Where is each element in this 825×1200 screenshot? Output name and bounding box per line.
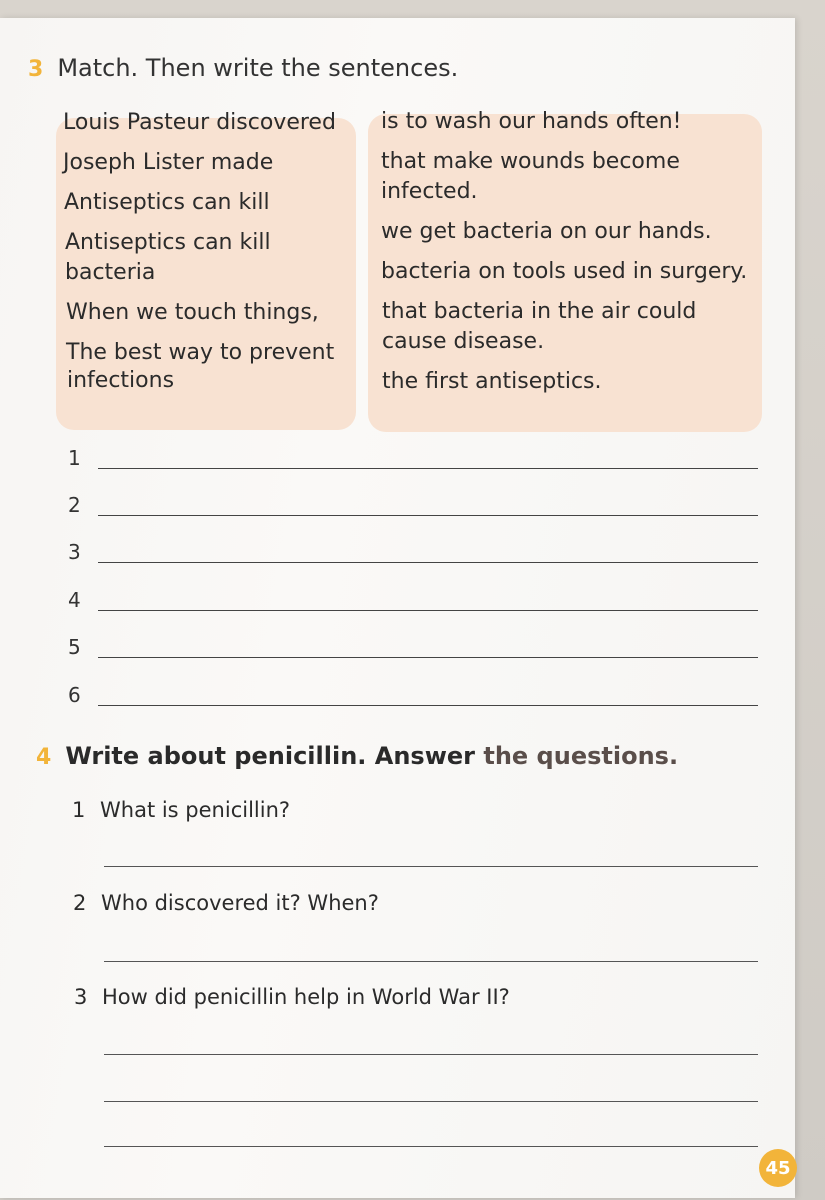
question-2 xyxy=(73,891,379,915)
sentence-line-3[interactable] xyxy=(66,540,766,570)
line-number: 2 xyxy=(68,493,81,517)
writing-line[interactable] xyxy=(98,562,758,563)
left-phrase-1: Louis Pasteur discovered xyxy=(63,110,336,135)
sentence-line-1[interactable] xyxy=(66,446,766,476)
writing-line[interactable] xyxy=(98,657,758,658)
exercise-4-title: Write about penicillin. Answer xyxy=(65,742,484,770)
exercise-4-title-end: the questions. xyxy=(483,742,679,770)
left-phrase-2: Joseph Lister made xyxy=(63,150,274,175)
writing-line[interactable] xyxy=(98,610,758,611)
right-phrase-5: that bacteria in the air could xyxy=(382,299,697,324)
right-phrase-2: that make wounds become xyxy=(381,149,680,174)
left-phrase-5: When we touch things, xyxy=(66,300,319,325)
left-phrase-6: The best way to prevent xyxy=(66,340,335,365)
question-number: 1 xyxy=(72,798,86,822)
exercise-3-heading xyxy=(28,54,458,82)
answer-line-q3a[interactable] xyxy=(104,1054,758,1055)
line-number: 6 xyxy=(68,683,81,707)
left-phrase-4b: bacteria xyxy=(65,260,156,285)
exercise-4-heading xyxy=(36,742,678,770)
question-3 xyxy=(74,985,510,1009)
right-phrase-6: the first antiseptics. xyxy=(382,369,602,394)
right-phrase-5b: cause disease. xyxy=(382,329,545,354)
question-text: Who discovered it? When? xyxy=(101,891,379,915)
sentence-line-5[interactable] xyxy=(66,635,766,665)
exercise-3-title: Match. Then write the sentences. xyxy=(57,54,459,82)
right-phrase-2b: infected. xyxy=(381,179,478,204)
line-number: 3 xyxy=(68,540,81,564)
sentence-line-6[interactable] xyxy=(66,683,766,713)
right-phrase-1: is to wash our hands often! xyxy=(381,109,682,134)
sentence-line-2[interactable] xyxy=(66,493,766,523)
writing-line[interactable] xyxy=(98,705,758,706)
answer-line-q3c[interactable] xyxy=(104,1146,758,1147)
right-phrase-4: bacteria on tools used in surgery. xyxy=(381,259,748,284)
writing-line[interactable] xyxy=(98,468,758,469)
question-text: What is penicillin? xyxy=(100,798,291,822)
question-number: 2 xyxy=(73,891,87,915)
question-text: How did penicillin help in World War II? xyxy=(102,985,510,1009)
sentence-line-4[interactable] xyxy=(66,588,766,618)
answer-line-q2[interactable] xyxy=(104,961,758,962)
left-phrase-4: Antiseptics can kill xyxy=(65,230,271,255)
line-number: 1 xyxy=(68,446,81,470)
answer-line-q1[interactable] xyxy=(104,866,758,867)
left-phrase-3: Antiseptics can kill xyxy=(64,190,270,215)
left-phrase-6b: infections xyxy=(67,368,175,393)
page-number-badge: 45 xyxy=(759,1149,797,1187)
line-number: 4 xyxy=(68,588,81,612)
exercise-3-number: 3 xyxy=(28,57,44,82)
writing-line[interactable] xyxy=(98,515,758,516)
answer-line-q3b[interactable] xyxy=(104,1101,758,1102)
question-1 xyxy=(72,798,290,822)
right-phrase-3: we get bacteria on our hands. xyxy=(381,219,712,244)
exercise-4-number: 4 xyxy=(36,745,52,770)
line-number: 5 xyxy=(68,635,81,659)
workbook-page xyxy=(0,18,795,1198)
question-number: 3 xyxy=(74,985,88,1009)
